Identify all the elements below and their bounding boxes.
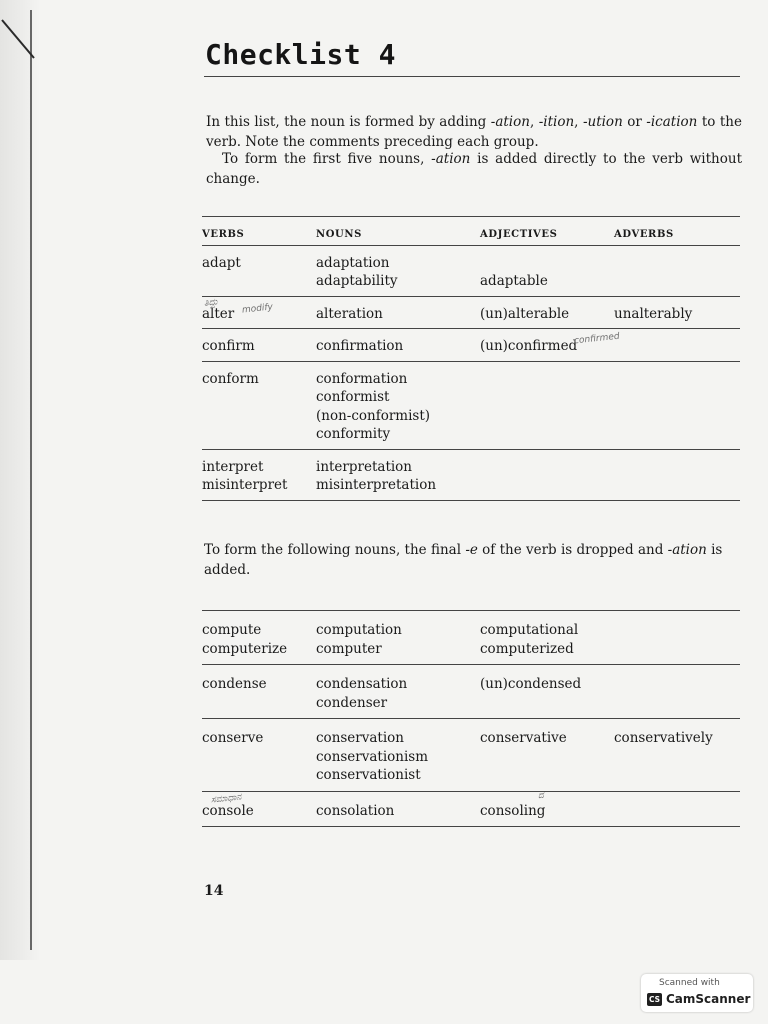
- noun: computer: [316, 640, 382, 657]
- noun: confirmation: [316, 338, 404, 354]
- intro-sep: ,: [529, 114, 539, 130]
- noun-cell: [316, 791, 480, 827]
- adverb-cell: [614, 611, 740, 665]
- verb: conform: [202, 370, 259, 387]
- table-row: [202, 719, 740, 792]
- adverb: unalterably: [614, 305, 693, 322]
- table-row: [202, 361, 740, 449]
- table-row: [202, 791, 740, 827]
- badge-brand-name: CamScanner: [666, 992, 751, 1006]
- adjective: (un)condensed: [480, 676, 582, 692]
- badge-caption: Scanned with: [659, 978, 720, 988]
- noun: conformity: [316, 426, 391, 442]
- page-number: 14: [204, 883, 224, 899]
- table-row: [202, 329, 740, 362]
- header-verbs: VERBS: [202, 217, 316, 246]
- noun: (non-conformist): [316, 407, 431, 424]
- adverb: conservatively: [614, 730, 713, 746]
- adjective: (un)confirmed: [480, 338, 578, 354]
- adverb-cell: [614, 245, 740, 296]
- verb: adapt: [202, 254, 241, 271]
- verb: computerize: [202, 640, 288, 657]
- header-adverbs: ADVERBS: [614, 217, 740, 246]
- camscanner-badge: [641, 974, 753, 1012]
- suffix-ation: -ation: [667, 542, 707, 558]
- adjective: computational: [480, 622, 579, 638]
- adjective: adaptable: [480, 273, 548, 289]
- adjective-cell: [480, 611, 614, 665]
- adverb-cell: [614, 296, 740, 329]
- suffix-ation: -ation: [431, 151, 471, 167]
- camscanner-logo-icon: CS: [648, 995, 661, 1004]
- scan-shadow-edge: [0, 0, 40, 960]
- verb-cell: [202, 245, 316, 296]
- verb: misinterpret: [202, 477, 288, 493]
- noun: conformation: [316, 370, 408, 387]
- intro-sep: ,: [574, 114, 583, 130]
- verb-cell: [202, 449, 316, 500]
- intro-text: In this list, the noun is formed by adding: [206, 114, 491, 130]
- adverb-cell: [614, 449, 740, 500]
- verb: condense: [202, 676, 267, 692]
- intro2-text: To form the first five nouns,: [222, 151, 432, 167]
- intro-or: or: [622, 114, 647, 130]
- noun-cell: [316, 611, 480, 665]
- adjective: computerized: [480, 640, 574, 657]
- adverb-cell: [614, 665, 740, 719]
- final-e: -e: [465, 542, 478, 558]
- noun-cell: [316, 361, 480, 449]
- word-table-group-1: [202, 216, 740, 501]
- adjective-cell: [480, 361, 614, 449]
- scan-binding-line: [30, 10, 32, 950]
- intro-paragraph: [206, 113, 742, 152]
- verb-cell: [202, 329, 316, 362]
- noun: alteration: [316, 305, 383, 322]
- adverb-cell: [614, 791, 740, 827]
- intro-paragraph-2: [206, 150, 742, 189]
- adjective: consoling: [480, 802, 546, 819]
- handwritten-note-consoling: ದ: [537, 790, 545, 802]
- adjective-cell: [480, 791, 614, 827]
- verb: confirm: [202, 338, 255, 354]
- verb: conserve: [202, 730, 264, 746]
- mid-instruction: [204, 541, 748, 580]
- adjective-cell: [480, 449, 614, 500]
- noun: condensation: [316, 676, 408, 692]
- handwritten-note-alter-2: modify: [241, 302, 274, 316]
- intro-text: to the verb. Note the comments preceding each group.: [206, 114, 742, 150]
- scan-corner-mark: [0, 0, 44, 70]
- noun-cell: [316, 665, 480, 719]
- noun: adaptability: [316, 273, 398, 289]
- header-nouns: NOUNS: [316, 217, 480, 246]
- noun: conservation: [316, 730, 404, 746]
- handwritten-note-alter-1: ತಿದ್ದು: [203, 297, 219, 309]
- adjective: conservative: [480, 730, 567, 746]
- noun: interpretation: [316, 458, 413, 475]
- noun: conformist: [316, 389, 390, 405]
- verb: interpret: [202, 458, 264, 475]
- word-table-group-2: [202, 610, 740, 827]
- verb-cell: [202, 611, 316, 665]
- verb: alter: [202, 305, 235, 322]
- verb-cell: [202, 665, 316, 719]
- noun-cell: [316, 245, 480, 296]
- noun: adaptation: [316, 254, 390, 271]
- table-row: [202, 296, 740, 329]
- suffix-ation: -ation: [490, 114, 530, 130]
- noun: condenser: [316, 694, 388, 711]
- noun: conservationism: [316, 748, 429, 765]
- intro2-text: is added directly to the verb without change.: [206, 151, 742, 187]
- noun-cell: [316, 296, 480, 329]
- verb-cell: [202, 361, 316, 449]
- table-row: [202, 245, 740, 296]
- mid-text: To form the following nouns, the final: [204, 542, 466, 558]
- table-row: [202, 449, 740, 500]
- verb: compute: [202, 622, 262, 638]
- noun: consolation: [316, 802, 395, 819]
- verb-cell: [202, 719, 316, 792]
- adjective: (un)alterable: [480, 305, 570, 322]
- table-row: [202, 611, 740, 665]
- noun-cell: [316, 449, 480, 500]
- suffix-ition: -ition: [538, 114, 575, 130]
- noun: computation: [316, 622, 402, 638]
- adverb-cell: [614, 719, 740, 792]
- adjective-spacer: [480, 254, 614, 273]
- noun: conservationist: [316, 767, 421, 783]
- handwritten-note-console: ಸಮಾಧಾನ: [210, 792, 242, 806]
- title-rule: [204, 76, 740, 77]
- noun: misinterpretation: [316, 477, 437, 493]
- mid-text: of the verb is dropped and: [477, 542, 668, 558]
- noun-cell: [316, 719, 480, 792]
- table-row: [202, 665, 740, 719]
- page-title: Checklist 4: [205, 38, 396, 71]
- verb: console: [202, 802, 254, 819]
- header-adjectives: ADJECTIVES: [480, 217, 614, 246]
- adjective-cell: [480, 245, 614, 296]
- adverb-cell: [614, 329, 740, 362]
- table-header-row: [202, 217, 740, 246]
- handwritten-note-confirmed: confirmed: [573, 331, 621, 347]
- adjective-cell: [480, 296, 614, 329]
- adjective-cell: [480, 665, 614, 719]
- adverb-cell: [614, 361, 740, 449]
- noun-cell: [316, 329, 480, 362]
- adjective-cell: [480, 719, 614, 792]
- suffix-ution: -ution: [582, 114, 623, 130]
- mid-text: is added.: [204, 542, 723, 578]
- suffix-ication: -ication: [646, 114, 698, 130]
